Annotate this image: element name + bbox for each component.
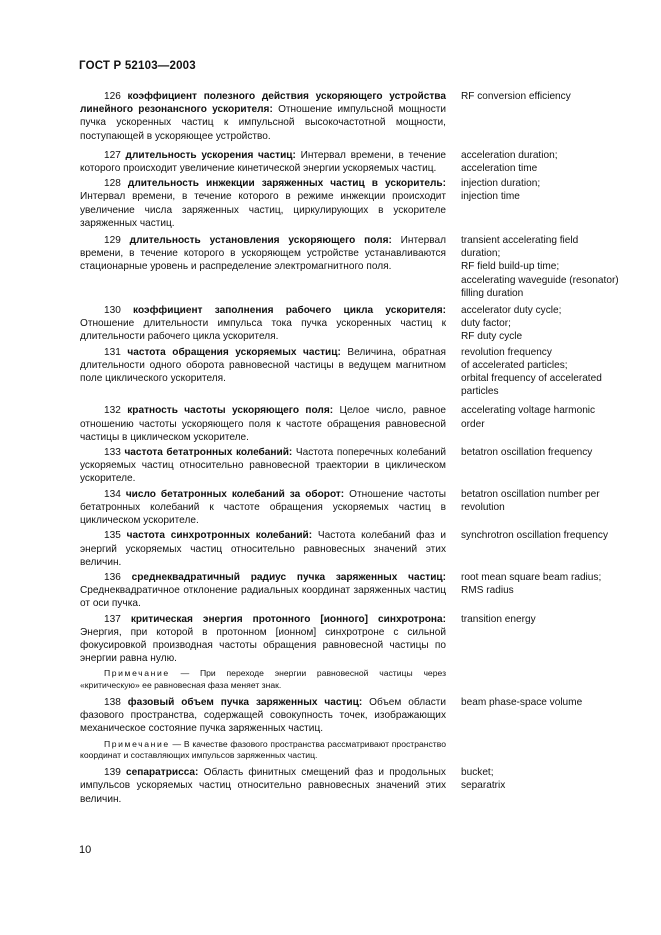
entry-number: 131: [104, 346, 121, 358]
english-term: accelerating waveguide (resonator) filling duration: [461, 274, 619, 299]
note-label: Примечание: [104, 668, 170, 679]
note-label: Примечание: [104, 738, 170, 749]
english-term: orbital frequency of accelerated particles: [461, 373, 602, 398]
english-term: transient accelerating field duration;: [461, 235, 579, 260]
entry-definition-ru: [80, 529, 446, 569]
entry-english-terms: [461, 404, 620, 430]
entry-definition-ru: [80, 766, 446, 806]
entry-definition-ru: [80, 234, 446, 274]
entry-definition-text: Энергия, при которой в протонном [ионном] синхротроне с сильной фокусировкой производная частоты обращения равновесной частицы по энергии равна нулю.: [80, 626, 446, 665]
english-term: RMS radius: [461, 585, 514, 597]
entry-definition-ru: [80, 346, 446, 386]
note-text: — В качестве фазового пространства рассматривают пространство координат и составляющих импульсов заряженных частиц.: [80, 738, 446, 761]
entry-term: сепаратрисса:: [126, 767, 199, 779]
entry-definition-ru: [80, 488, 446, 528]
entry-english-terms: [461, 766, 620, 792]
entry-definition-ru: [80, 304, 446, 344]
term-entry-127: [80, 149, 620, 175]
english-term: transition energy: [461, 613, 536, 625]
english-term: injection duration;: [461, 178, 541, 190]
entry-english-terms: [461, 696, 620, 709]
entry-definition-text: Отношение частоты бетатронных колебаний к частоте обращения ускоряемых частиц в циклическом ускорителе.: [80, 488, 447, 527]
entry-term: частота синхротронных колебаний:: [126, 530, 313, 542]
entry-number: 137: [104, 613, 121, 625]
entry-term: критическая энергия протонного [ионного] синхротрона:: [130, 613, 446, 625]
entry-term: частота бетатронных колебаний:: [124, 447, 293, 459]
english-term: separatrix: [461, 780, 506, 792]
entry-english-terms: [461, 149, 620, 175]
entry-definition-text: Интервал времени, в течение которого в режиме инжекции происходит увеличение числа заряженных частиц, циркулирующих в ускорителе заряженных частиц.: [80, 191, 446, 229]
english-term: RF field build-up time;: [461, 261, 560, 273]
english-term: betatron oscillation frequency: [461, 447, 593, 459]
term-entry-139: [80, 766, 620, 806]
english-term: revolution frequency: [461, 346, 552, 358]
term-entry-137: [80, 613, 620, 666]
entry-definition-ru: [80, 404, 446, 444]
entry-term: число бетатронных колебаний за оборот:: [125, 488, 345, 500]
document-header: ГОСТ Р 52103—2003: [79, 60, 196, 72]
entry-number: 132: [104, 405, 121, 417]
english-term: RF conversion efficiency: [461, 91, 571, 102]
entry-definition-text: Частота колебаний фаз и энергий ускоряемых частиц относительно равновесных значений этих величин.: [80, 530, 446, 568]
entry-definition-text: Отношение длительности импульса тока пучка ускоренных частиц к длительности рабочего цикла ускорителя.: [80, 318, 446, 343]
entry-term: фазовый объем пучка заряженных частиц:: [127, 696, 363, 708]
entry-english-terms: [461, 177, 620, 203]
entry-english-terms: [461, 613, 620, 626]
english-term: acceleration duration;: [461, 149, 558, 161]
entry-term: коэффициент заполнения рабочего цикла ускорителя:: [133, 305, 446, 317]
entry-term: длительность установления ускоряющего поля:: [129, 235, 392, 247]
entry-english-terms: [461, 90, 620, 103]
entry-definition-text: Частота поперечных колебаний ускоряемых частиц относительно равновесной траектории в циклическом ускорителе.: [80, 447, 446, 485]
english-term: acceleration time: [461, 163, 538, 175]
entry-definition-ru: [80, 446, 446, 486]
entry-number: 127: [104, 149, 121, 161]
terms-list: [80, 90, 620, 806]
entry-term: длительность ускорения частиц:: [125, 149, 296, 161]
entry-english-terms: [461, 234, 620, 300]
entry-number: 135: [104, 530, 121, 542]
note-137: [80, 668, 446, 692]
english-term: injection time: [461, 191, 520, 203]
english-term: synchrotron oscillation frequency: [461, 530, 608, 542]
english-term: accelerator duty cycle;: [461, 305, 562, 317]
entry-definition-ru: [80, 149, 446, 175]
entry-term: кратность частоты ускоряющего поля:: [127, 405, 334, 417]
english-term: duty factor;: [461, 318, 511, 330]
entry-definition-text: Интервал времени, в течение которого в ускоряющем устройстве устанавливаются стационарные уровень и распределение электромагнитного поля.: [80, 235, 446, 273]
entry-number: 138: [104, 696, 121, 708]
term-entry-126: [80, 90, 620, 143]
entry-number: 136: [104, 571, 121, 583]
term-entry-133: [80, 446, 620, 486]
note-138: [80, 739, 446, 763]
english-term: RF duty cycle: [461, 331, 523, 343]
entry-term: среднеквадратичный радиус пучка заряженных частиц:: [131, 571, 446, 583]
english-term: of accelerated particles;: [461, 359, 568, 371]
term-entry-132: [80, 404, 620, 444]
entry-english-terms: [461, 488, 620, 514]
entry-definition-text: Интервал времени, в течение которого происходит увеличение кинетической энергии ускоряемых частиц.: [80, 149, 446, 175]
term-entry-131: [80, 346, 620, 399]
entry-definition-ru: [80, 177, 446, 230]
english-term: beam phase-space volume: [461, 696, 583, 708]
entry-term: частота обращения ускоряемых частиц:: [127, 346, 341, 358]
english-term: accelerating voltage harmonic order: [461, 405, 596, 430]
entry-english-terms: [461, 446, 620, 459]
term-entry-128: [80, 177, 620, 230]
entry-definition-ru: [80, 571, 446, 611]
term-entry-130: [80, 304, 620, 344]
english-term: bucket;: [461, 767, 494, 779]
entry-definition-ru: [80, 613, 446, 666]
entry-number: 134: [104, 488, 121, 500]
entry-english-terms: [461, 571, 620, 597]
term-entry-135: [80, 529, 620, 569]
entry-number: 128: [104, 178, 121, 190]
note-text: — При переходе энергии равновесной частицы через «критическую» ее равновесная фаза меняет знак.: [80, 668, 447, 691]
page-number: 10: [79, 844, 92, 856]
entry-number: 126: [104, 91, 121, 102]
entry-definition-ru: [80, 90, 446, 143]
entry-english-terms: [461, 346, 620, 399]
entry-english-terms: [461, 529, 620, 542]
entry-definition-text: Целое число, равное отношению частоты ускоряющего поля к частоте обращения равновесной частицы в циклическом ускорителе.: [80, 405, 446, 443]
entry-definition-ru: [80, 696, 446, 736]
entry-term: длительность инжекции заряженных частиц в ускоритель:: [127, 178, 446, 190]
entry-number: 130: [104, 305, 121, 317]
term-entry-134: [80, 488, 620, 528]
entry-definition-text: Объем области фазового пространства, содержащей совокупность точек, изображающих механическое состояние пучка заряженных частиц.: [80, 696, 447, 735]
entry-definition-text: Среднеквадратичное отклонение радиальных координат заряженных частиц от оси пучка.: [80, 585, 446, 610]
entry-number: 133: [104, 447, 121, 459]
term-entry-136: [80, 571, 620, 611]
entry-definition-text: Отношение импульсной мощности пучка ускоренных частиц к импульсной высокочастотной мощности, поступающей в ускоряющее устройство.: [80, 104, 446, 142]
entry-number: 139: [104, 767, 121, 779]
term-entry-129: [80, 234, 620, 300]
entry-term: коэффициент полезного действия ускоряющего устройства линейного резонансного ускорителя:: [80, 91, 446, 116]
entry-definition-text: Величина, обратная длительности одного оборота равновесной частицы в ведущем магнитном поле циклического ускорителя.: [80, 346, 446, 385]
english-term: betatron oscillation number per revolution: [461, 488, 600, 513]
entry-number: 129: [104, 235, 121, 247]
term-entry-138: [80, 696, 620, 736]
english-term: root mean square beam radius;: [461, 571, 602, 583]
entry-english-terms: [461, 304, 620, 344]
entry-definition-text: Область финитных смещений фаз и продольных импульсов ускоряемых частиц относительно равновесных значений этих величин.: [80, 767, 446, 805]
